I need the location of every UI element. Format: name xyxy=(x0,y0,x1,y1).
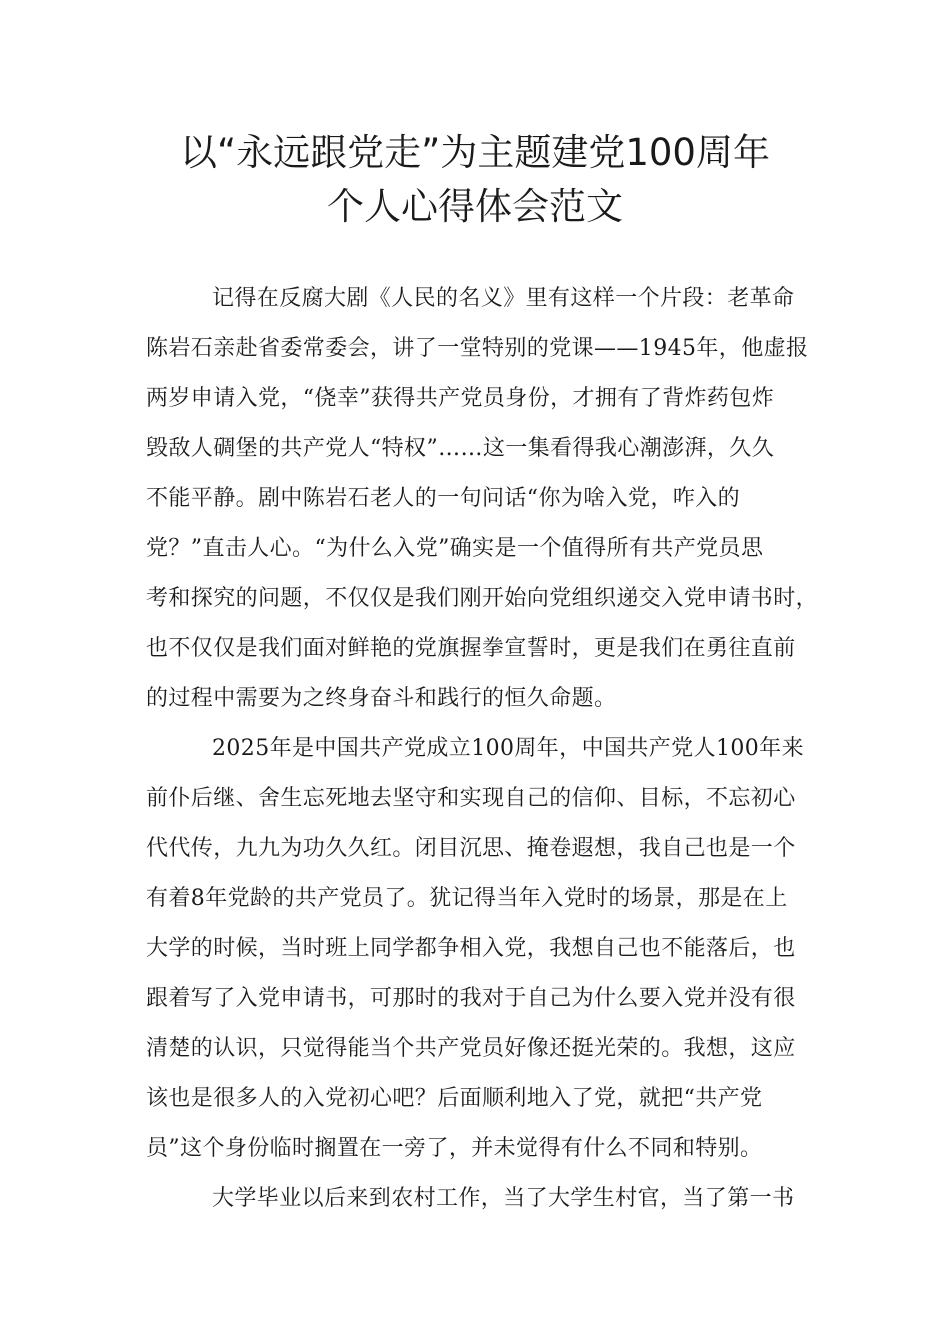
text-line: 代代传，九九为功久久红。闭目沉思、掩卷遐想，我自己也是一个 xyxy=(146,836,796,861)
title-line-2: 个人心得体会范文 xyxy=(327,185,623,228)
text-line: 党？”直击人心。“为什么入党”确实是一个值得所有共产党员思 xyxy=(146,536,764,561)
text-line: 毁敌人碉堡的共产党人“特权”……这一集看得我心潮澎湃，久久 xyxy=(146,436,775,461)
text-line: 大学的时候，当时班上同学都争相入党，我想自己也不能落后，也 xyxy=(146,936,796,961)
text-line: 的过程中需要为之终身奋斗和践行的恒久命题。 xyxy=(146,686,617,711)
text-line: 记得在反腐大剧《人民的名义》里有这样一个片段：老革命 xyxy=(212,286,795,311)
text-line: 大学毕业以后来到农村工作，当了大学生村官，当了第一书 xyxy=(212,1186,795,1211)
text-line: 两岁申请入党，“侥幸”获得共产党员身份，才拥有了背炸药包炸 xyxy=(146,386,775,411)
text-line: 2025年是中国共产党成立100周年，中国共产党人100年来 xyxy=(212,736,804,761)
text-line: 员”这个身份临时搁置在一旁了，并未觉得有什么不同和特别。 xyxy=(146,1136,763,1161)
text-line: 该也是很多人的入党初心吧？后面顺利地入了党，就把“共产党 xyxy=(146,1086,763,1111)
text-line: 跟着写了入党申请书，可那时的我对于自己为什么要入党并没有很 xyxy=(146,986,796,1011)
text-line: 清楚的认识，只觉得能当个共产党员好像还挺光荣的。我想，这应 xyxy=(146,1036,796,1061)
title-line-1: 以“永远跟党走”为主题建党100周年 xyxy=(180,131,770,174)
text-line: 有着8年党龄的共产党员了。犹记得当年入党时的场景，那是在上 xyxy=(146,886,788,911)
text-line: 前仆后继、舍生忘死地去坚守和实现自己的信仰、目标，不忘初心 xyxy=(146,786,796,811)
text-line: 也不仅仅是我们面对鲜艳的党旗握拳宣誓时，更是我们在勇往直前 xyxy=(146,636,796,661)
text-line: 考和探究的问题，不仅仅是我们刚开始向党组织递交入党申请书时， xyxy=(146,586,819,611)
text-line: 不能平静。剧中陈岩石老人的一句问话“你为啥入党，咋入的 xyxy=(146,486,741,511)
text-line: 陈岩石亲赴省委常委会，讲了一堂特别的党课——1945年，他虚报 xyxy=(146,336,809,361)
